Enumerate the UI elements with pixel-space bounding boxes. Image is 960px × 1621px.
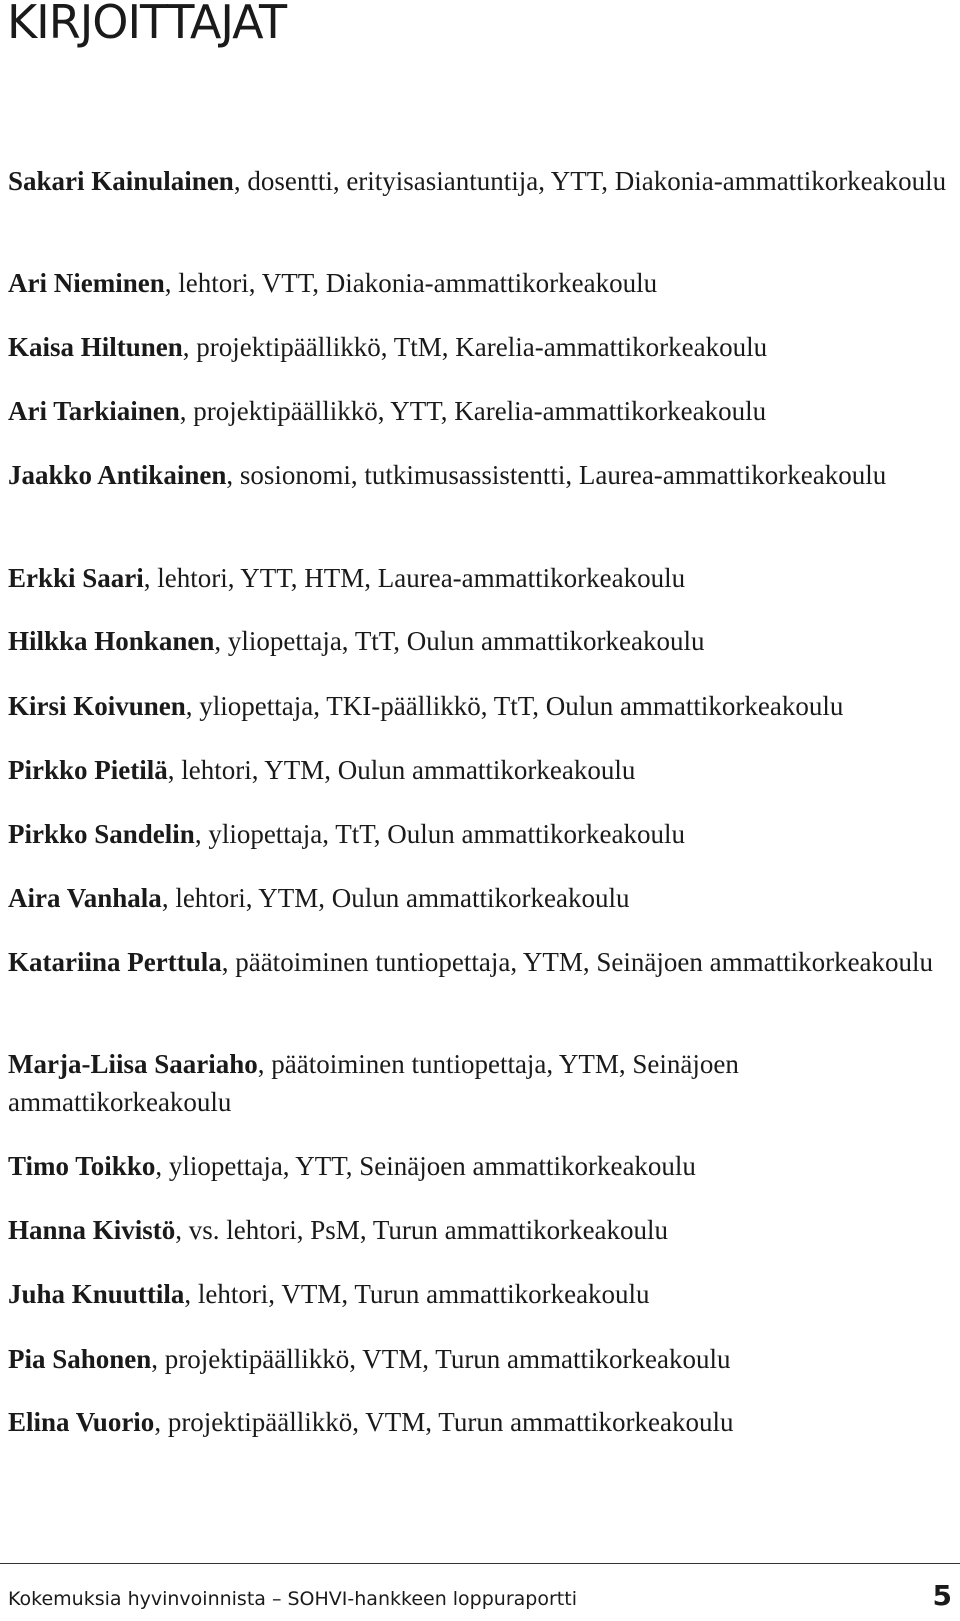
page-number: 5 bbox=[932, 1579, 952, 1612]
author-details: , sosionomi, tutkimusassistentti, Laurea-ammattikorkeakoulu bbox=[226, 460, 887, 490]
author-entry bbox=[8, 1147, 953, 1185]
author-entry bbox=[8, 815, 953, 853]
author-entry bbox=[8, 1275, 953, 1313]
author-entry bbox=[8, 392, 953, 430]
author-name: Sakari Kainulainen bbox=[8, 166, 234, 196]
author-name: Hanna Kivistö bbox=[8, 1215, 176, 1245]
author-details: , lehtori, VTT, Diakonia-ammattikorkeakoulu bbox=[164, 268, 658, 298]
author-entry bbox=[8, 264, 953, 302]
author-name: Pirkko Pietilä bbox=[8, 755, 168, 785]
author-entry bbox=[8, 1211, 953, 1249]
author-details: , projektipäällikkö, TtM, Karelia-ammattikorkeakoulu bbox=[182, 332, 768, 362]
author-details: , projektipäällikkö, VTM, Turun ammattikorkeakoulu bbox=[151, 1344, 731, 1374]
author-details: , yliopettaja, TKI-päällikkö, TtT, Oulun ammattikorkeakoulu bbox=[185, 691, 844, 721]
author-details: , päätoiminen tuntiopettaja, YTM, Seinäjoen ammattikorkeakoulu bbox=[8, 1049, 739, 1117]
author-details: , vs. lehtori, PsM, Turun ammattikorkeakoulu bbox=[175, 1215, 669, 1245]
author-entry bbox=[8, 687, 953, 725]
author-name: Elina Vuorio bbox=[8, 1407, 155, 1437]
author-entry bbox=[8, 1340, 953, 1378]
author-name: Pirkko Sandelin bbox=[8, 819, 195, 849]
author-name: Jaakko Antikainen bbox=[8, 460, 227, 490]
author-name: Ari Tarkiainen bbox=[8, 396, 180, 426]
author-details: , projektipäällikkö, VTM, Turun ammattikorkeakoulu bbox=[154, 1407, 734, 1437]
author-entry bbox=[8, 622, 953, 660]
author-entry bbox=[8, 1403, 953, 1441]
author-name: Katariina Perttula bbox=[8, 947, 222, 977]
author-name: Ari Nieminen bbox=[8, 268, 165, 298]
author-name: Marja-Liisa Saariaho bbox=[8, 1049, 258, 1079]
author-entry bbox=[8, 943, 953, 981]
author-entry bbox=[8, 879, 953, 917]
author-entry bbox=[8, 1045, 953, 1121]
author-name: Juha Knuuttila bbox=[8, 1279, 185, 1309]
author-name: Erkki Saari bbox=[8, 563, 144, 593]
author-name: Kirsi Koivunen bbox=[8, 691, 186, 721]
author-details: , lehtori, YTM, Oulun ammattikorkeakoulu bbox=[167, 755, 636, 785]
author-name: Aira Vanhala bbox=[8, 883, 162, 913]
author-name: Pia Sahonen bbox=[8, 1344, 152, 1374]
page-heading: KIRJOITTAJAT bbox=[7, 0, 287, 49]
author-details: , päätoiminen tuntiopettaja, YTM, Seinäjoen ammattikorkeakoulu bbox=[221, 947, 934, 977]
author-entry bbox=[8, 751, 953, 789]
author-entry bbox=[8, 456, 953, 494]
author-details: , lehtori, YTM, Oulun ammattikorkeakoulu bbox=[161, 883, 630, 913]
author-details: , yliopettaja, TtT, Oulun ammattikorkeakoulu bbox=[214, 626, 705, 656]
author-entry bbox=[8, 559, 953, 597]
author-details: , lehtori, YTT, HTM, Laurea-ammattikorkeakoulu bbox=[143, 563, 686, 593]
author-details: , lehtori, VTM, Turun ammattikorkeakoulu bbox=[184, 1279, 650, 1309]
footer-title: Kokemuksia hyvinvoinnista – SOHVI-hankkeen loppuraportti bbox=[8, 1588, 577, 1610]
author-details: , yliopettaja, YTT, Seinäjoen ammattikorkeakoulu bbox=[155, 1151, 696, 1181]
author-name: Timo Toikko bbox=[8, 1151, 156, 1181]
author-details: , yliopettaja, TtT, Oulun ammattikorkeakoulu bbox=[194, 819, 685, 849]
author-name: Kaisa Hiltunen bbox=[8, 332, 183, 362]
author-name: Hilkka Honkanen bbox=[8, 626, 215, 656]
author-details: , projektipäällikkö, YTT, Karelia-ammattikorkeakoulu bbox=[179, 396, 767, 426]
footer-divider bbox=[0, 1563, 960, 1564]
author-entry bbox=[8, 162, 953, 200]
author-entry bbox=[8, 328, 953, 366]
author-details: , dosentti, erityisasiantuntija, YTT, Diakonia-ammattikorkeakoulu bbox=[233, 166, 947, 196]
page-footer bbox=[0, 1563, 960, 1621]
